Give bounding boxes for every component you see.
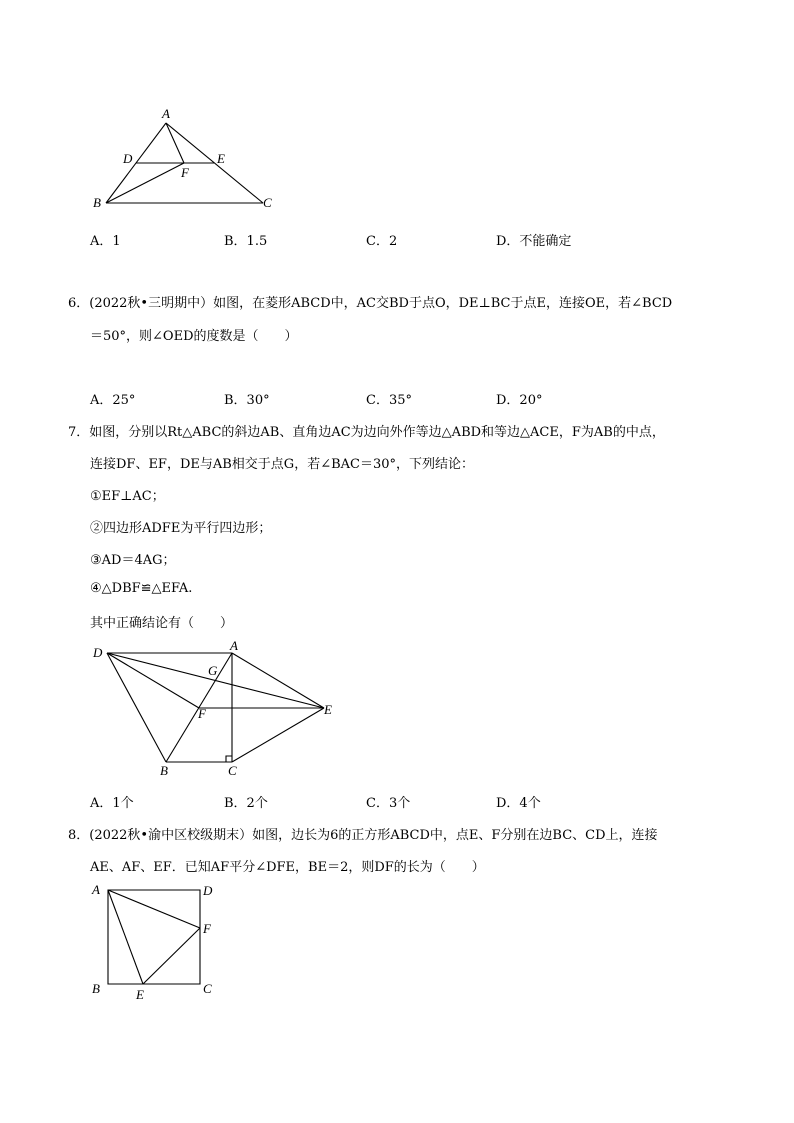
- label-f: F: [181, 165, 189, 180]
- q6-option-c[interactable]: C．35°: [366, 393, 412, 408]
- q6-option-d[interactable]: D．20°: [496, 393, 543, 408]
- label-b: B: [93, 195, 101, 210]
- q8-stem-line1: 8．(2022秋•渝中区校级期末）如图，边长为6的正方形ABCD中，点E、F分别在边BC、CD上，连接: [68, 828, 658, 843]
- label-e: E: [324, 702, 332, 717]
- label-a: A: [92, 882, 100, 897]
- q7-stem-line1: 7．如图，分别以Rt△ABC的斜边AB、直角边AC为边向外作等边△ABD和等边△ACE，F为AB的中点，: [68, 425, 665, 440]
- label-g: G: [208, 663, 218, 678]
- q7-option-b[interactable]: B．2个: [224, 796, 268, 811]
- label-e: E: [136, 987, 144, 1002]
- q7-item-3: ③AD＝4AG；: [90, 553, 176, 568]
- label-d: D: [93, 645, 103, 660]
- q5-option-d[interactable]: D．不能确定: [496, 234, 572, 249]
- label-f: F: [198, 706, 206, 721]
- q6-stem-line1: 6．(2022秋•三明期中）如图，在菱形ABCD中，AC交BD于点O，DE⊥BC于点E，连接OE，若∠BCD: [68, 296, 673, 311]
- label-e: E: [217, 151, 225, 166]
- q7-item-1: ①EF⊥AC；: [90, 489, 165, 504]
- q7-item-4: ④△DBF≌△EFA.: [90, 581, 193, 596]
- label-d: D: [203, 883, 213, 898]
- q5-option-a[interactable]: A．1: [90, 234, 121, 249]
- q6-stem-line2: ＝50°，则∠OED的度数是（ ）: [90, 329, 298, 344]
- q6-option-b[interactable]: B．30°: [224, 393, 270, 408]
- figure-lines: [108, 890, 200, 984]
- q7-stem-line2: 连接DF、EF，DE与AB相交于点G，若∠BAC＝30°，下列结论：: [90, 457, 475, 472]
- q7-item-2: ②四边形ADFE为平行四边形；: [90, 521, 272, 536]
- label-c: C: [263, 195, 272, 210]
- q8-stem-line2: AE、AF、EF．已知AF平分∠DFE，BE＝2，则DF的长为（ ）: [90, 860, 485, 875]
- label-b: B: [92, 981, 100, 996]
- label-d: D: [123, 151, 133, 166]
- q5-option-b[interactable]: B．1.5: [224, 234, 268, 249]
- label-b: B: [160, 763, 168, 778]
- q7-option-d[interactable]: D．4个: [496, 796, 541, 811]
- q7-option-c[interactable]: C．3个: [366, 796, 411, 811]
- q6-option-a[interactable]: A．25°: [90, 393, 136, 408]
- label-c: C: [228, 763, 237, 778]
- q7-question: 其中正确结论有（ ）: [90, 616, 234, 631]
- label-c: C: [203, 981, 212, 996]
- q5-option-c[interactable]: C．2: [366, 234, 398, 249]
- label-a: A: [230, 638, 238, 653]
- q7-option-a[interactable]: A．1个: [90, 796, 134, 811]
- label-f: F: [203, 921, 211, 936]
- label-a: A: [162, 106, 170, 121]
